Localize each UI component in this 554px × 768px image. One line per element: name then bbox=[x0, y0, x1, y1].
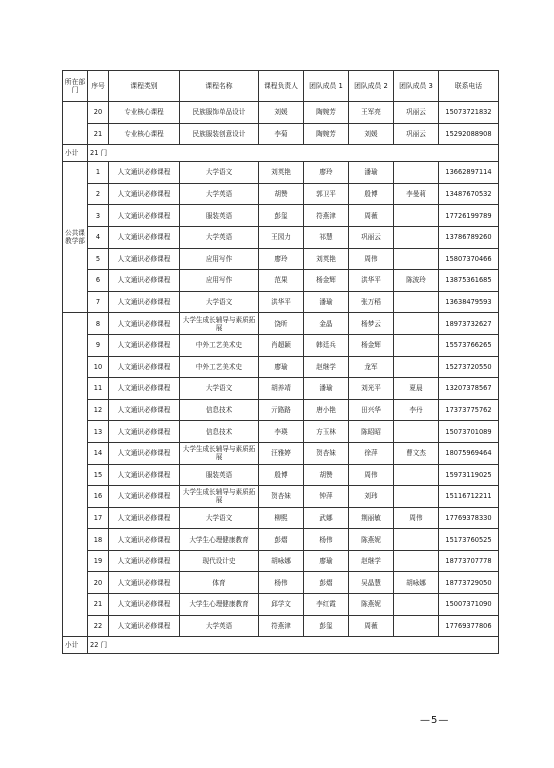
member1-cell: 符燕津 bbox=[304, 205, 349, 227]
subtotal-row bbox=[63, 145, 499, 162]
phone-cell: 15073721832 bbox=[439, 102, 499, 124]
member1-cell: 廖玲 bbox=[304, 162, 349, 184]
category-cell: 人文通识必修课程 bbox=[109, 529, 180, 551]
course-name-cell: 现代设计史 bbox=[180, 550, 259, 572]
header-cell: 课程类别 bbox=[109, 71, 180, 102]
course-table bbox=[62, 70, 499, 654]
member2-cell: 陈昭昭 bbox=[349, 421, 394, 443]
member1-cell: 彭玺 bbox=[304, 615, 349, 637]
member3-cell: 陈波玲 bbox=[394, 270, 439, 292]
index-cell: 5 bbox=[88, 248, 109, 270]
header-cell: 团队成员 2 bbox=[349, 71, 394, 102]
phone-cell: 15973119025 bbox=[439, 464, 499, 486]
table-row bbox=[63, 529, 499, 551]
phone-cell: 15807370466 bbox=[439, 248, 499, 270]
index-cell: 19 bbox=[88, 550, 109, 572]
member1-cell: 刘英艳 bbox=[304, 248, 349, 270]
member3-cell bbox=[394, 615, 439, 637]
subtotal-label: 小计 bbox=[63, 637, 88, 654]
member2-cell: 荆丽敏 bbox=[349, 507, 394, 529]
member1-cell: 廖瑜 bbox=[304, 550, 349, 572]
lead-cell: 廖瑜 bbox=[259, 356, 304, 378]
header-row bbox=[63, 71, 499, 102]
lead-cell: 胡养靖 bbox=[259, 378, 304, 400]
course-name-cell: 大学英语 bbox=[180, 183, 259, 205]
lead-cell: 汪雅婷 bbox=[259, 442, 304, 464]
member2-cell: 周伟 bbox=[349, 464, 394, 486]
course-name-cell: 大学英语 bbox=[180, 226, 259, 248]
member3-cell bbox=[394, 594, 439, 616]
category-cell: 人文通识必修课程 bbox=[109, 313, 180, 335]
index-cell: 7 bbox=[88, 291, 109, 313]
member3-cell bbox=[394, 291, 439, 313]
header-cell: 课程名称 bbox=[180, 71, 259, 102]
category-cell: 人文通识必修课程 bbox=[109, 248, 180, 270]
member3-cell: 巩丽云 bbox=[394, 123, 439, 145]
course-name-cell: 大学语文 bbox=[180, 507, 259, 529]
category-cell: 人文通识必修课程 bbox=[109, 334, 180, 356]
category-cell: 人文通识必修课程 bbox=[109, 356, 180, 378]
member3-cell: 李丹 bbox=[394, 399, 439, 421]
lead-cell: 彭熠 bbox=[259, 529, 304, 551]
subtotal-value: 21 门 bbox=[88, 145, 499, 162]
member2-cell: 洪华平 bbox=[349, 270, 394, 292]
lead-cell: 李菊 bbox=[259, 123, 304, 145]
member1-cell: 彭熠 bbox=[304, 572, 349, 594]
table-row bbox=[63, 183, 499, 205]
dept-cell: 公共课教学部 bbox=[63, 162, 88, 313]
phone-cell: 13487670532 bbox=[439, 183, 499, 205]
index-cell: 22 bbox=[88, 615, 109, 637]
lead-cell: 彭玺 bbox=[259, 205, 304, 227]
index-cell: 3 bbox=[88, 205, 109, 227]
member3-cell bbox=[394, 550, 439, 572]
header-cell: 团队成员 1 bbox=[304, 71, 349, 102]
member2-cell: 陈燕妮 bbox=[349, 594, 394, 616]
member3-cell bbox=[394, 486, 439, 508]
member2-cell: 赵继学 bbox=[349, 550, 394, 572]
course-name-cell: 大学语文 bbox=[180, 378, 259, 400]
phone-cell: 18773707778 bbox=[439, 550, 499, 572]
category-cell: 人文通识必修课程 bbox=[109, 464, 180, 486]
table-row bbox=[63, 123, 499, 145]
member3-cell bbox=[394, 248, 439, 270]
member1-cell: 胡赞 bbox=[304, 464, 349, 486]
member2-cell: 杨金辉 bbox=[349, 334, 394, 356]
member2-cell: 周薇 bbox=[349, 615, 394, 637]
phone-cell: 13207378567 bbox=[439, 378, 499, 400]
table-row bbox=[63, 615, 499, 637]
table-row bbox=[63, 162, 499, 184]
category-cell: 人文通识必修课程 bbox=[109, 594, 180, 616]
member3-cell bbox=[394, 464, 439, 486]
category-cell: 人文通识必修课程 bbox=[109, 442, 180, 464]
dept-cell bbox=[63, 102, 88, 145]
index-cell: 4 bbox=[88, 226, 109, 248]
lead-cell: 肖超颖 bbox=[259, 334, 304, 356]
table-row bbox=[63, 594, 499, 616]
table-row bbox=[63, 399, 499, 421]
member1-cell: 贺杏妹 bbox=[304, 442, 349, 464]
table-row bbox=[63, 464, 499, 486]
table-row bbox=[63, 226, 499, 248]
member3-cell bbox=[394, 205, 439, 227]
member1-cell: 方玉林 bbox=[304, 421, 349, 443]
phone-cell: 13638479593 bbox=[439, 291, 499, 313]
phone-cell: 18773729050 bbox=[439, 572, 499, 594]
course-name-cell: 民族服装创意设计 bbox=[180, 123, 259, 145]
table-row bbox=[63, 486, 499, 508]
lead-cell: 洪华平 bbox=[259, 291, 304, 313]
index-cell: 2 bbox=[88, 183, 109, 205]
category-cell: 专业核心课程 bbox=[109, 102, 180, 124]
phone-cell: 15292088908 bbox=[439, 123, 499, 145]
course-name-cell: 中外工艺美术史 bbox=[180, 334, 259, 356]
member3-cell: 巩丽云 bbox=[394, 102, 439, 124]
lead-cell: 柳熙 bbox=[259, 507, 304, 529]
header-cell: 团队成员 3 bbox=[394, 71, 439, 102]
member3-cell bbox=[394, 529, 439, 551]
course-name-cell: 信息技术 bbox=[180, 421, 259, 443]
course-name-cell: 中外工艺美术史 bbox=[180, 356, 259, 378]
member2-cell: 王军亮 bbox=[349, 102, 394, 124]
member2-cell: 田兴华 bbox=[349, 399, 394, 421]
category-cell: 人文通识必修课程 bbox=[109, 399, 180, 421]
member3-cell: 胡咏娜 bbox=[394, 572, 439, 594]
phone-cell: 17769377806 bbox=[439, 615, 499, 637]
category-cell: 人文通识必修课程 bbox=[109, 183, 180, 205]
index-cell: 16 bbox=[88, 486, 109, 508]
phone-cell: 17769378330 bbox=[439, 507, 499, 529]
member3-cell: 李曼莉 bbox=[394, 183, 439, 205]
index-cell: 13 bbox=[88, 421, 109, 443]
member3-cell: 夏晨 bbox=[394, 378, 439, 400]
index-cell: 14 bbox=[88, 442, 109, 464]
member3-cell bbox=[394, 334, 439, 356]
table-row bbox=[63, 421, 499, 443]
category-cell: 人文通识必修课程 bbox=[109, 550, 180, 572]
member2-cell: 刘光平 bbox=[349, 378, 394, 400]
member3-cell bbox=[394, 356, 439, 378]
index-cell: 21 bbox=[88, 123, 109, 145]
lead-cell: 殷博 bbox=[259, 464, 304, 486]
lead-cell: 符燕津 bbox=[259, 615, 304, 637]
index-cell: 17 bbox=[88, 507, 109, 529]
phone-cell: 15273720550 bbox=[439, 356, 499, 378]
course-table-sheet bbox=[62, 70, 498, 654]
table-row bbox=[63, 356, 499, 378]
course-name-cell: 体育 bbox=[180, 572, 259, 594]
member1-cell: 李红霞 bbox=[304, 594, 349, 616]
table-row bbox=[63, 291, 499, 313]
course-name-cell: 大学生成长辅导与素质拓展 bbox=[180, 442, 259, 464]
member1-cell: 金晶 bbox=[304, 313, 349, 335]
category-cell: 人文通识必修课程 bbox=[109, 421, 180, 443]
course-name-cell: 大学生心理健康教育 bbox=[180, 594, 259, 616]
member1-cell: 祁慧 bbox=[304, 226, 349, 248]
category-cell: 人文通识必修课程 bbox=[109, 507, 180, 529]
table-row bbox=[63, 550, 499, 572]
course-name-cell: 信息技术 bbox=[180, 399, 259, 421]
member2-cell: 潘瑜 bbox=[349, 162, 394, 184]
category-cell: 人文通识必修课程 bbox=[109, 226, 180, 248]
header-cell: 所在部门 bbox=[63, 71, 88, 102]
table-row bbox=[63, 248, 499, 270]
category-cell: 人文通识必修课程 bbox=[109, 572, 180, 594]
category-cell: 人文通识必修课程 bbox=[109, 291, 180, 313]
header-cell: 序号 bbox=[88, 71, 109, 102]
member3-cell bbox=[394, 162, 439, 184]
subtotal-row bbox=[63, 637, 499, 654]
member3-cell bbox=[394, 421, 439, 443]
lead-cell: 廖玲 bbox=[259, 248, 304, 270]
course-name-cell: 应用写作 bbox=[180, 270, 259, 292]
member1-cell: 郭卫平 bbox=[304, 183, 349, 205]
phone-cell: 13662897114 bbox=[439, 162, 499, 184]
category-cell: 人文通识必修课程 bbox=[109, 162, 180, 184]
member1-cell: 陶婉芳 bbox=[304, 102, 349, 124]
table-row bbox=[63, 102, 499, 124]
index-cell: 20 bbox=[88, 102, 109, 124]
dept-cell bbox=[63, 313, 88, 637]
member2-cell: 巩丽云 bbox=[349, 226, 394, 248]
index-cell: 8 bbox=[88, 313, 109, 335]
member3-cell: 周伟 bbox=[394, 507, 439, 529]
table-row bbox=[63, 270, 499, 292]
phone-cell: 18973732627 bbox=[439, 313, 499, 335]
course-name-cell: 大学生成长辅导与素质拓展 bbox=[180, 313, 259, 335]
member2-cell: 张万稻 bbox=[349, 291, 394, 313]
index-cell: 11 bbox=[88, 378, 109, 400]
page-number: —5— bbox=[420, 715, 450, 726]
member3-cell bbox=[394, 313, 439, 335]
lead-cell: 贺杏妹 bbox=[259, 486, 304, 508]
index-cell: 20 bbox=[88, 572, 109, 594]
index-cell: 12 bbox=[88, 399, 109, 421]
header-cell: 联系电话 bbox=[439, 71, 499, 102]
lead-cell: 胡赞 bbox=[259, 183, 304, 205]
member1-cell: 赵继学 bbox=[304, 356, 349, 378]
table-row bbox=[63, 572, 499, 594]
lead-cell: 杨伟 bbox=[259, 572, 304, 594]
course-name-cell: 民族服饰单品设计 bbox=[180, 102, 259, 124]
phone-cell: 17726199789 bbox=[439, 205, 499, 227]
lead-cell: 亓路路 bbox=[259, 399, 304, 421]
member3-cell bbox=[394, 226, 439, 248]
phone-cell: 13875361685 bbox=[439, 270, 499, 292]
table-row bbox=[63, 313, 499, 335]
table-row bbox=[63, 507, 499, 529]
course-name-cell: 大学生成长辅导与素质拓展 bbox=[180, 486, 259, 508]
member2-cell: 周薇 bbox=[349, 205, 394, 227]
index-cell: 21 bbox=[88, 594, 109, 616]
lead-cell: 饶昕 bbox=[259, 313, 304, 335]
index-cell: 15 bbox=[88, 464, 109, 486]
index-cell: 10 bbox=[88, 356, 109, 378]
member1-cell: 武娜 bbox=[304, 507, 349, 529]
member1-cell: 杨伟 bbox=[304, 529, 349, 551]
member2-cell: 杨梦云 bbox=[349, 313, 394, 335]
course-name-cell: 服装英语 bbox=[180, 464, 259, 486]
category-cell: 人文通识必修课程 bbox=[109, 205, 180, 227]
table-row bbox=[63, 205, 499, 227]
member1-cell: 潘瑜 bbox=[304, 378, 349, 400]
course-name-cell: 服装英语 bbox=[180, 205, 259, 227]
member1-cell: 唐小艳 bbox=[304, 399, 349, 421]
table-body bbox=[63, 71, 499, 654]
member2-cell: 徐萍 bbox=[349, 442, 394, 464]
header-cell: 课程负责人 bbox=[259, 71, 304, 102]
category-cell: 人文通识必修课程 bbox=[109, 378, 180, 400]
category-cell: 人文通识必修课程 bbox=[109, 615, 180, 637]
category-cell: 人文通识必修课程 bbox=[109, 270, 180, 292]
index-cell: 6 bbox=[88, 270, 109, 292]
phone-cell: 15173760525 bbox=[439, 529, 499, 551]
member1-cell: 潘瑜 bbox=[304, 291, 349, 313]
lead-cell: 胡咏娜 bbox=[259, 550, 304, 572]
member2-cell: 刘媛 bbox=[349, 123, 394, 145]
member2-cell: 殷博 bbox=[349, 183, 394, 205]
phone-cell: 13786789260 bbox=[439, 226, 499, 248]
member1-cell: 钟萍 bbox=[304, 486, 349, 508]
subtotal-label: 小计 bbox=[63, 145, 88, 162]
member1-cell: 韩廷兵 bbox=[304, 334, 349, 356]
index-cell: 18 bbox=[88, 529, 109, 551]
phone-cell: 15573766265 bbox=[439, 334, 499, 356]
table-row bbox=[63, 334, 499, 356]
lead-cell: 李瑛 bbox=[259, 421, 304, 443]
phone-cell: 15073701089 bbox=[439, 421, 499, 443]
course-name-cell: 大学英语 bbox=[180, 615, 259, 637]
member2-cell: 吴晶慧 bbox=[349, 572, 394, 594]
course-name-cell: 大学生心理健康教育 bbox=[180, 529, 259, 551]
lead-cell: 邱学文 bbox=[259, 594, 304, 616]
index-cell: 9 bbox=[88, 334, 109, 356]
member2-cell: 刘玮 bbox=[349, 486, 394, 508]
member2-cell: 陈燕妮 bbox=[349, 529, 394, 551]
lead-cell: 范果 bbox=[259, 270, 304, 292]
phone-cell: 18075969464 bbox=[439, 442, 499, 464]
course-name-cell: 应用写作 bbox=[180, 248, 259, 270]
category-cell: 专业核心课程 bbox=[109, 123, 180, 145]
member2-cell: 周伟 bbox=[349, 248, 394, 270]
phone-cell: 17373775762 bbox=[439, 399, 499, 421]
table-row bbox=[63, 442, 499, 464]
table-row bbox=[63, 378, 499, 400]
member1-cell: 陶婉芳 bbox=[304, 123, 349, 145]
index-cell: 1 bbox=[88, 162, 109, 184]
phone-cell: 15116712211 bbox=[439, 486, 499, 508]
phone-cell: 15007371090 bbox=[439, 594, 499, 616]
category-cell: 人文通识必修课程 bbox=[109, 486, 180, 508]
lead-cell: 王园力 bbox=[259, 226, 304, 248]
lead-cell: 刘英艳 bbox=[259, 162, 304, 184]
lead-cell: 刘媛 bbox=[259, 102, 304, 124]
course-name-cell: 大学语文 bbox=[180, 162, 259, 184]
member3-cell: 曹文杰 bbox=[394, 442, 439, 464]
course-name-cell: 大学语文 bbox=[180, 291, 259, 313]
member1-cell: 杨金辉 bbox=[304, 270, 349, 292]
member2-cell: 龙军 bbox=[349, 356, 394, 378]
subtotal-value: 22 门 bbox=[88, 637, 499, 654]
